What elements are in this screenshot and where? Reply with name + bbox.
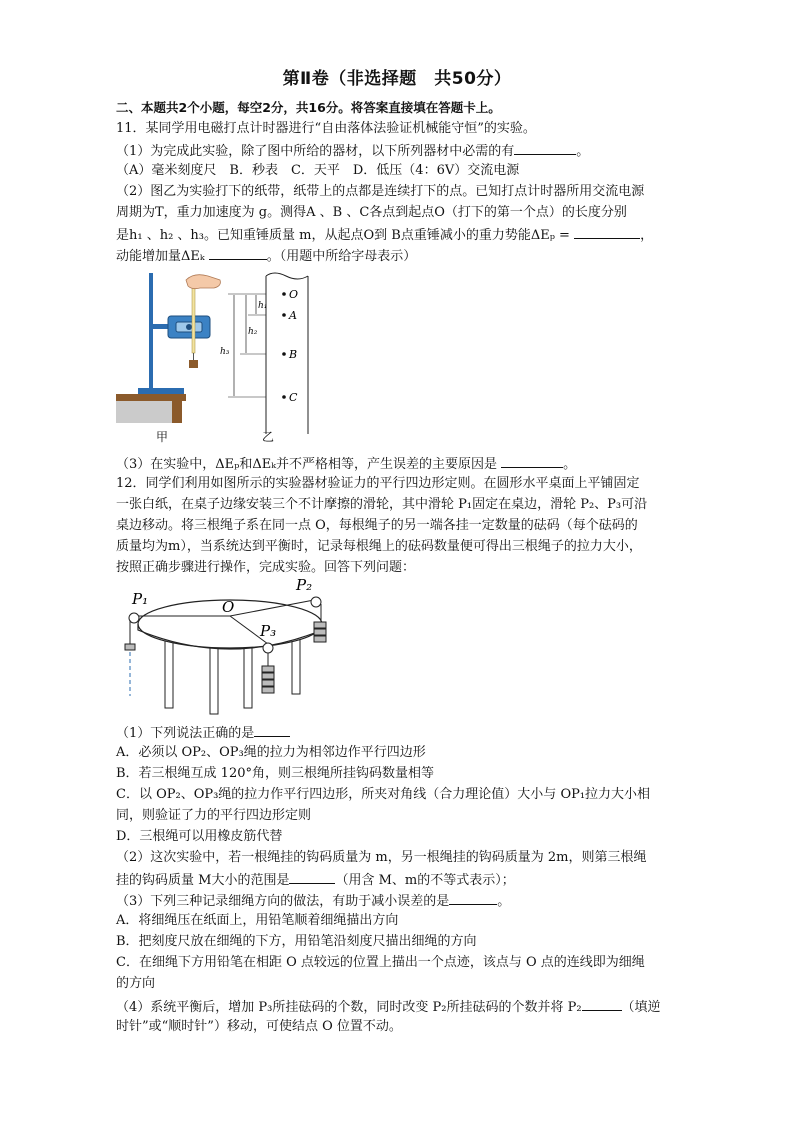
label-o: O (222, 598, 235, 616)
q12-sub1-option-c2: 同，则验证了力的平行四边形定则 (116, 808, 312, 823)
weight-p2 (314, 622, 326, 628)
q12-sub4-line2: 时针”或“顺时针”）移动，可使结点 O 位置不动。 (116, 1019, 402, 1034)
q12-sub1-option-d: D．三根绳可以用橡皮筋代替 (116, 829, 283, 844)
tape-label-a: A (289, 309, 297, 322)
figure-free-fall-apparatus (116, 268, 316, 444)
weight-p2 (314, 629, 326, 635)
weight-p3 (262, 673, 274, 679)
hand-icon (186, 275, 220, 289)
weight-p1 (125, 644, 135, 650)
q12-sub1-option-b: B．若三根绳互成 120°角，则三根绳所挂钩码数量相等 (116, 766, 434, 781)
page-title: 第Ⅱ卷（非选择题 共50分） (282, 69, 512, 89)
stand-rod (149, 273, 153, 390)
figure-caption-jia: 甲 (156, 430, 169, 444)
q12-stem-line5: 按照正确步骤进行操作，完成实验。回答下列问题： (116, 560, 416, 575)
table-leg (244, 642, 252, 708)
q11-stem: 11．某同学用电磁打点计时器进行“自由落体法验证机械能守恒”的实验。 (116, 121, 536, 136)
label-p1: P₁ (132, 590, 149, 608)
q11-part2-line3: 是h₁ 、h₂ 、h₃。已知重锤质量 m，从起点O到 B点重锤减小的重力势能ΔEₚ = ， (116, 224, 653, 246)
table-leg (172, 401, 182, 423)
answer-blank (209, 245, 267, 260)
q12-sub3-option-c1: C．在细绳下方用铅笔在相距 O 点较远的位置上描出一个点迹，该点与 O 点的连线即为细绳 (116, 955, 645, 970)
q12-stem-line1: 12．同学们利用如图所示的实验器材验证力的平行四边形定则。在圆形水平桌面上平铺固定 (116, 476, 640, 491)
q12-sub2-line2: 挂的钩码质量 M大小的范围是 （用含 M、m的不等式表示）； (116, 869, 515, 891)
table-leg (210, 644, 218, 714)
q11-part2-line2: 周期为T，重力加速度为 g。测得A 、B 、C各点到起点O（打下的第一个点）的长度分别 (116, 205, 627, 220)
q12-stem-line4: 质量均为m），当系统达到平衡时，记录每根绳上的砝码数量便可得出三根绳子的拉力大小， (116, 539, 642, 554)
tape-diagram (220, 273, 308, 434)
q11-part2-line1: （2）图乙为实验打下的纸带，纸带上的点都是连续打下的点。已知打点计时器所用交流电源 (116, 184, 645, 199)
h3-label: h₃ (220, 347, 230, 357)
tape-point (282, 292, 286, 296)
q12-stem-line3: 桌边移动。将三根绳子系在同一点 O，每根绳子的另一端各挂一定数量的砝码（每个砝码的 (116, 518, 638, 533)
h2-label: h₂ (248, 327, 258, 337)
answer-blank (582, 996, 622, 1011)
q12-sub3: （3）下列三种记录细绳方向的做法，有助于减小误差的是 。 (116, 890, 510, 912)
table-top (116, 394, 186, 401)
q12-sub3-option-b: B．把刻度尺放在细绳的下方，用铅笔沿刻度尺描出细绳的方向 (116, 934, 477, 949)
q12-sub1-option-c1: C．以 OP₂、OP₃绳的拉力作平行四边形，所夹对角线（合力理论值）大小与 OP₁拉力大小相 (116, 787, 651, 802)
answer-blank (289, 869, 335, 884)
weight-block (189, 360, 198, 368)
answer-blank (514, 140, 576, 155)
weight-p3 (262, 680, 274, 686)
table-shadow (116, 401, 172, 423)
answer-blank (501, 453, 563, 468)
pulley-p3 (263, 643, 273, 653)
answer-blank (574, 224, 640, 239)
tape-point (282, 352, 286, 356)
tape-top-edge (266, 273, 308, 279)
figure-caption-yi: 乙 (262, 430, 275, 444)
section-header: 二、本题共2个小题，每空2分，共16分。将答案直接填在答题卡上。 (116, 100, 501, 115)
tape-label-b: B (289, 348, 298, 361)
table-leg (292, 634, 300, 694)
q12-sub3-option-c2: 的方向 (116, 976, 156, 991)
table-leg (165, 638, 173, 708)
q12-sub3-option-a: A．将细绳压在纸面上，用铅笔顺着细绳描出方向 (116, 913, 399, 928)
h1-label: h₁ (258, 301, 268, 311)
weight-p3 (262, 687, 274, 693)
q11-part3: （3）在实验中，ΔEₚ和ΔEₖ并不严格相等，产生误差的主要原因是 。 (116, 453, 576, 475)
figure-round-table (118, 578, 338, 720)
answer-blank (254, 722, 290, 737)
pulley-p2 (311, 597, 321, 607)
tape-label-c: C (289, 391, 298, 404)
q12-sub1-option-a: A．必须以 OP₂、OP₃绳的拉力为相邻边作平行四边形 (116, 745, 426, 760)
q11-part1: （1）为完成此实验，除了图中所给的器材，以下所列器材中必需的有 。 (116, 140, 589, 162)
tape-label-o: O (289, 288, 299, 301)
answer-blank (449, 890, 497, 905)
q12-sub1: （1）下列说法正确的是 (116, 722, 290, 744)
label-p2: P₂ (296, 578, 313, 594)
stand-base (138, 388, 184, 394)
timer-knob (186, 324, 192, 330)
q11-options: （A）毫米刻度尺 B．秒表 C．天平 D．低压（4：6V）交流电源 (116, 163, 520, 178)
q11-part2-line4: 动能增加量ΔEₖ 。（用题中所给字母表示） (116, 245, 416, 267)
q12-sub4-line1: （4）系统平衡后，增加 P₃所挂砝码的个数，同时改变 P₂所挂砝码的个数并将 P₂ （填逆 (116, 996, 661, 1018)
weight-p3 (262, 666, 274, 672)
tape-point (282, 313, 286, 317)
tape-point (282, 395, 286, 399)
q12-stem-line2: 一张白纸，在桌子边缘安装三个不计摩擦的滑轮，其中滑轮 P₁固定在桌边，滑轮 P₂、P₃可沿 (116, 497, 648, 512)
weight-p2 (314, 636, 326, 642)
label-p3: P₃ (260, 622, 277, 640)
paper-tape (192, 283, 195, 353)
q12-sub2-line1: （2）这次实验中，若一根绳挂的钩码质量为 m，另一根绳挂的钩码质量为 2m，则第三根绳 (116, 850, 647, 865)
